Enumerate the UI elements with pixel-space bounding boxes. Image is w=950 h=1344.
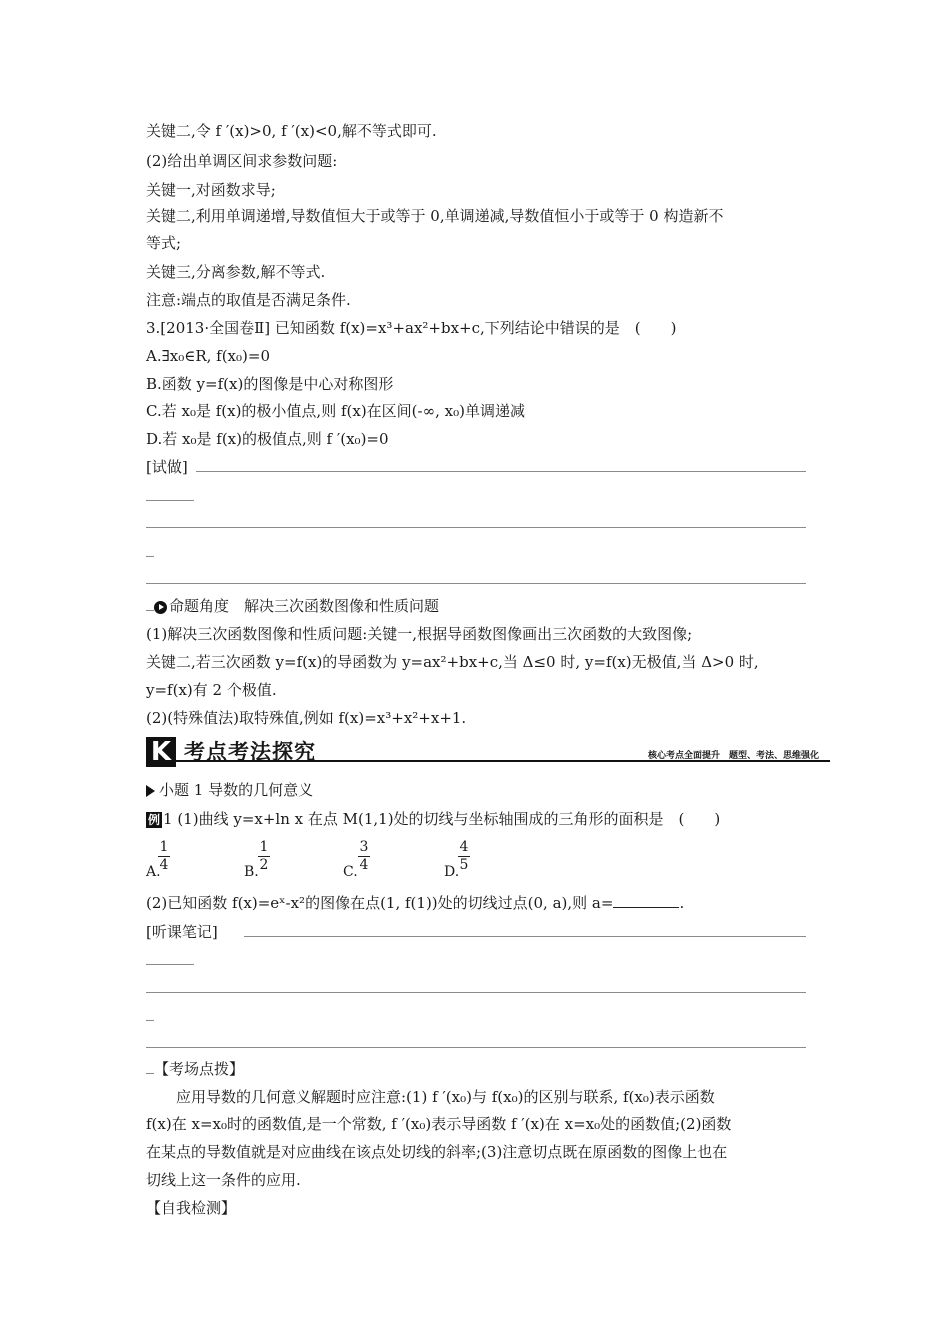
fraction [458, 840, 470, 873]
notes-line[interactable] [244, 936, 806, 937]
text-line: 关键二,若三次函数 y=f(x)的导函数为 y=ax²+bx+c,当 Δ≤0 时, y=f(x)无极值,当 Δ>0 时, [146, 653, 759, 671]
text-line: 关键一,对函数求导; [146, 181, 276, 199]
trial-label: [试做] [146, 458, 188, 476]
example-text: 1 (1)曲线 y=x+ln x 在点 M(1,1)处的切线与坐标轴围成的三角形的面积是 ( ) [163, 810, 721, 828]
text-line: 在某点的导数值就是对应曲线在该点处切线的斜率;(3)注意切点既在原函数的图像上也在 [146, 1143, 728, 1161]
option-c[interactable]: C.若 x₀是 f(x)的极小值点,则 f(x)在区间(-∞, x₀)单调递减 [146, 402, 525, 420]
answer-line[interactable] [146, 500, 194, 501]
notes-line[interactable] [146, 992, 806, 993]
text-line: (1)解决三次函数图像和性质问题:关键一,根据导函数图像画出三次函数的大致图像; [146, 625, 693, 643]
denominator: 4 [359, 857, 369, 873]
example-line [146, 809, 720, 829]
text-line: 等式; [146, 234, 182, 252]
tips-title-text: 【考场点拨】 [154, 1060, 245, 1078]
text-line: 应用导数的几何意义解题时应注意:(1) f ′(x₀)与 f(x₀)的区别与联系, f(x₀)表示函数 [176, 1088, 715, 1106]
text-line: (2)给出单调区间求参数问题: [146, 152, 338, 170]
section-divider [176, 760, 830, 762]
numerator: 4 [459, 839, 469, 855]
notes-line[interactable] [146, 1020, 154, 1021]
option-label: D. [444, 864, 460, 880]
notes-line[interactable] [146, 1047, 806, 1048]
denominator: 5 [459, 857, 469, 873]
denominator: 4 [159, 857, 169, 873]
text-line: 注意:端点的取值是否满足条件. [146, 291, 351, 309]
text-line: 关键二,令 f ′(x)>0, f ′(x)<0,解不等式即可. [146, 122, 437, 140]
section-k-icon: K [146, 737, 176, 767]
angle-title [146, 596, 439, 616]
self-check-title: 【自我检测】 [146, 1199, 237, 1217]
text-line: y=f(x)有 2 个极值. [146, 681, 277, 699]
notes-line[interactable] [146, 964, 194, 965]
option-label: C. [343, 864, 358, 880]
fraction [158, 840, 170, 873]
answer-line[interactable] [146, 527, 806, 528]
option-a[interactable]: A.∃x₀∈R, f(x₀)=0 [146, 347, 270, 365]
numerator: 1 [159, 839, 169, 855]
topic-title [146, 780, 313, 800]
text-line: (2)(特殊值法)取特殊值,例如 f(x)=x³+x²+x+1. [146, 709, 467, 727]
answer-line[interactable] [146, 583, 806, 584]
section-subtitle: 核心考点全面提升 题型、考法、思维强化 [648, 751, 820, 761]
text-line: 切线上这一条件的应用. [146, 1171, 301, 1189]
option-d[interactable]: D.若 x₀是 f(x)的极值点,则 f ′(x₀)=0 [146, 430, 389, 448]
play-circle-icon [154, 601, 167, 614]
answer-line[interactable] [146, 556, 154, 557]
option-label: B. [244, 864, 259, 880]
fill-blank[interactable] [613, 893, 679, 908]
topic-title-text: 小题 1 导数的几何意义 [159, 781, 314, 799]
denominator: 2 [259, 857, 269, 873]
option-b[interactable]: B.函数 y=f(x)的图像是中心对称图形 [146, 375, 394, 393]
part2-text: (2)已知函数 f(x)=eˣ-x²的图像在点(1, f(1))处的切线过点(0, a),则 a= [146, 894, 614, 912]
question-stem: 3.[2013·全国卷Ⅱ] 已知函数 f(x)=x³+ax²+bx+c,下列结论中错误的是 ( ) [146, 319, 677, 337]
text-line: 关键三,分离参数,解不等式. [146, 263, 326, 281]
part2-line [146, 893, 684, 913]
option-label: A. [146, 864, 161, 880]
arrow-right-icon [146, 785, 155, 797]
numerator: 1 [259, 839, 269, 855]
text-line: 关键二,利用单调递增,导数值恒大于或等于 0,单调递减,导数值恒小于或等于 0 构造新不 [146, 207, 724, 225]
angle-title-text: 命题角度 解决三次函数图像和性质问题 [169, 597, 440, 615]
numerator: 3 [359, 839, 369, 855]
fraction [258, 840, 270, 873]
fraction [358, 840, 370, 873]
section-title: 考点考法探究 [184, 740, 316, 764]
notes-label: [听课笔记] [146, 923, 218, 941]
example-badge: 例 [148, 813, 161, 827]
part2-end: . [679, 894, 685, 912]
text-line: f(x)在 x=x₀时的函数值,是一个常数, f ′(x₀)表示导函数 f ′(x)在 x=x₀处的函数值;(2)函数 [146, 1115, 732, 1133]
tips-title [146, 1059, 244, 1079]
answer-line[interactable] [196, 471, 806, 472]
